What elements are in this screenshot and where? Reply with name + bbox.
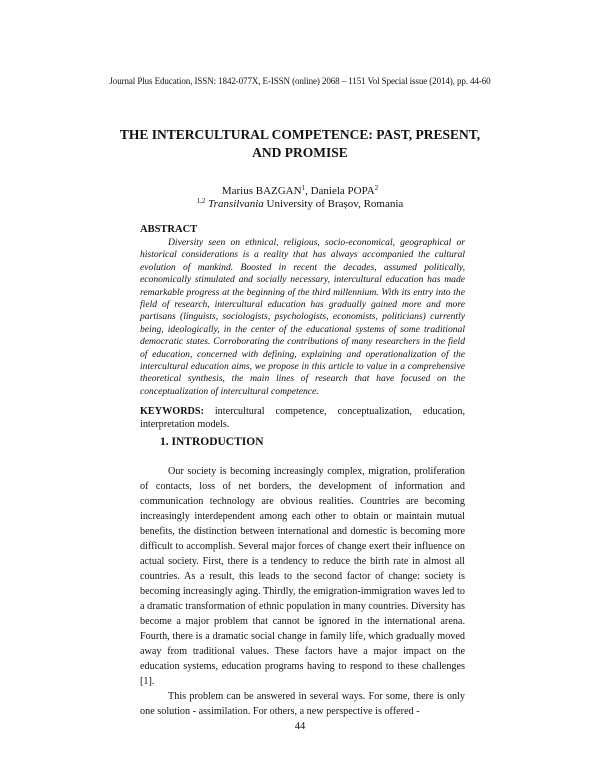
affiliation-italic: Transilvania — [208, 198, 264, 210]
section-heading: 1. INTRODUCTION — [160, 436, 264, 448]
title-line-1: THE INTERCULTURAL COMPETENCE: PAST, PRESENT, — [119, 127, 481, 142]
author-2-sup: 2 — [374, 184, 379, 192]
keywords-text: intercultural competence, conceptualization, education, interpretation models. — [140, 406, 465, 430]
author-1-sup: 1 — [301, 184, 306, 192]
page-number: 44 — [294, 721, 306, 732]
body-text — [140, 464, 465, 719]
affiliation-rest: University of Brașov, Romania — [263, 198, 404, 210]
abstract-heading: ABSTRACT — [140, 224, 198, 235]
title-line-2: AND PROMISE — [252, 145, 348, 160]
body-paragraph-1: Our society is becoming increasingly complex, migration, proliferation of contacts, loss of net borders, the development of information and communication technology are obvious realities. Countries are becoming increasingly interdependent among each other to obtain or maintain mutual benefits, the distinction between international and domestic is becoming more difficult to accomplish. Several major forces of change exert their influence on actual society. First, there is a tendency to reduce the birth rate in almost all countries. As a result, this leads to the second factor of change: society is becoming increasingly aging. Thirdly, the emigration-immigration waves led to a dramatic transformation of ethnic population in many countries. Diversity has become a major problem that cannot be ignored in the international arena. Fourth, there is a dramatic social change in family life, which gradually moved away from traditional values. These factors have a major impact on the education systems, education programs having to respond to these challenges [1]. — [140, 466, 465, 687]
body-paragraph-2: This problem can be answered in several ways. For some, there is only one solution - assimilation. For others, a new perspective is offered - — [140, 691, 465, 717]
author-2: Daniela POPA — [310, 185, 375, 197]
author-1: Marius BAZGAN — [221, 185, 302, 197]
keywords — [140, 405, 465, 431]
keywords-label: KEYWORDS: — [140, 406, 204, 417]
affiliation-sup: 1,2 — [196, 197, 206, 205]
journal-header: Journal Plus Education, ISSN: 1842-077X, E-ISSN (online) 2068 – 1151 Vol Special issue (2014), pp. 44-60 — [109, 76, 491, 86]
author-line — [0, 185, 600, 198]
abstract-text: Diversity seen on ethnical, religious, socio-economical, geographical or historical considerations is a reality that has always accompanied the cultural evolution of mankind. Boosted in recent the decades, assumed politically, economically stimulated and socially necessary, intercultural education has made remarkable progress at the beginning of the third millennium. With its entry into the field of research, intercultural education has gradually gained more and more partisans (linguists, sociologists, psychologists, economists, politicians) currently being, ideologically, in the center of the educational systems of some traditional democratic states. Corroborating the contributions of many researchers in the field of education, concerned with defining, explaining and operationalization of the intercultural education aims, we propose in this article to value in a comprehensive theoretical synthesis, the main lines of research that have focused on the conceptualization of intercultural competence. — [140, 237, 465, 397]
author-separator: , — [305, 185, 311, 197]
paper-title — [100, 126, 500, 162]
affiliation-line — [0, 198, 600, 211]
